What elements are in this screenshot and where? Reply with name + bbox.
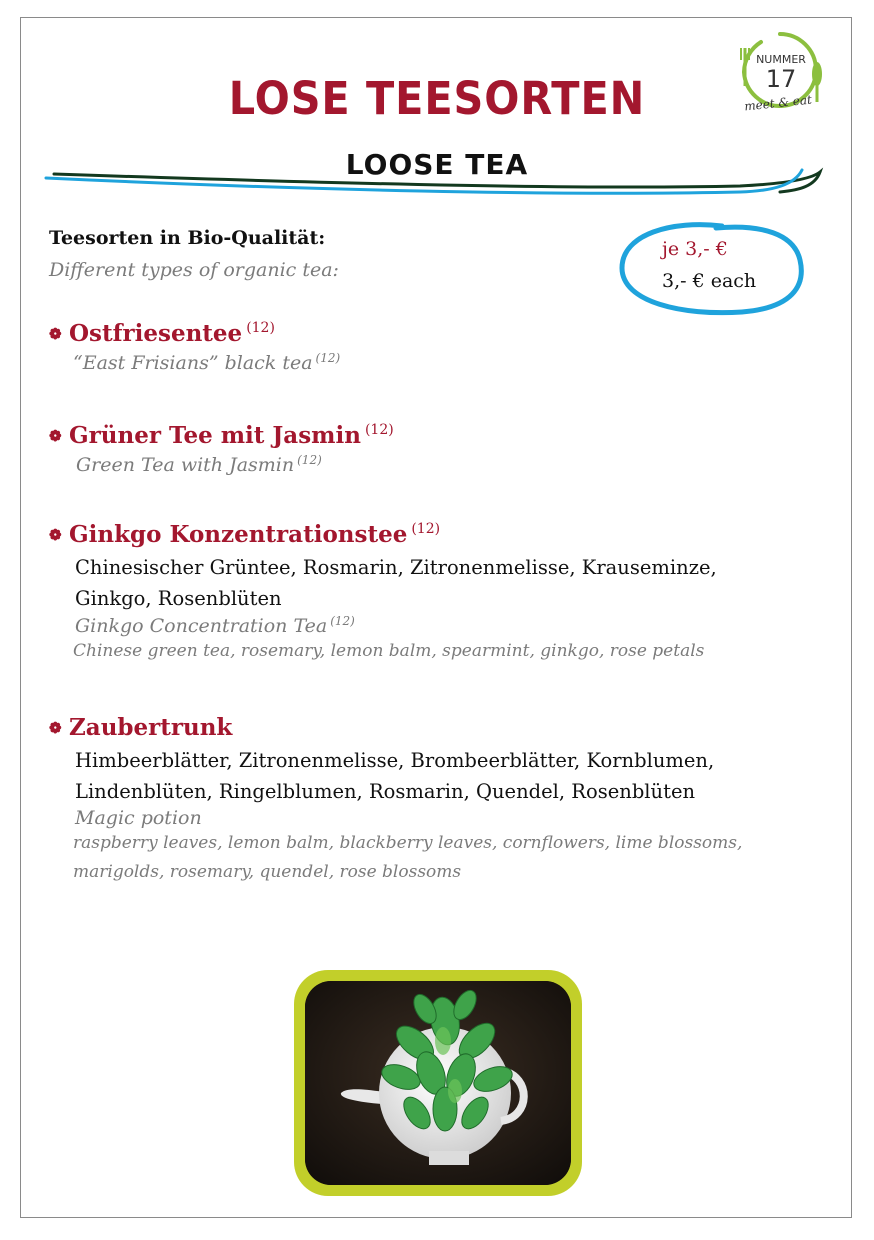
intro-heading: Teesorten in Bio-Qualität: bbox=[49, 227, 326, 249]
menu-item-name-en: “East Frisians” black tea bbox=[73, 352, 313, 374]
menu-item-ingredients-en: raspberry leaves, lemon balm, blackberry leaves, cornflowers, lime blossoms, marigolds, rosemary, quendel, rose blossoms bbox=[73, 833, 743, 882]
menu-item bbox=[49, 320, 340, 374]
menu-item-translation bbox=[76, 453, 394, 476]
allergen-note-en: (12) bbox=[330, 614, 355, 628]
menu-item-name-en: Magic potion bbox=[75, 807, 202, 829]
menu-item-name-en: Ginkgo Concentration Tea bbox=[75, 615, 328, 637]
menu-item bbox=[49, 422, 394, 476]
teapot-with-mint-image bbox=[305, 981, 571, 1185]
menu-item-name-en: Green Tea with Jasmin bbox=[76, 454, 295, 476]
flower-bullet-icon: ❁ bbox=[49, 719, 62, 737]
flower-bullet-icon: ❁ bbox=[49, 427, 62, 445]
menu-item-translation bbox=[73, 351, 340, 374]
logo-tagline: meet & eat bbox=[743, 92, 813, 114]
tea-photo bbox=[305, 981, 571, 1185]
menu-item-title bbox=[49, 521, 833, 548]
logo-text-number: 17 bbox=[765, 65, 797, 93]
menu-item bbox=[49, 521, 833, 666]
allergen-note: (12) bbox=[364, 422, 394, 438]
price-label-de: je 3,- € bbox=[662, 238, 728, 260]
tea-photo-frame bbox=[294, 970, 582, 1196]
page-subtitle: LOOSE TEA bbox=[345, 148, 529, 181]
menu-item-ingredients-en: Chinese green tea, rosemary, lemon balm, spearmint, ginkgo, rose petals bbox=[73, 641, 705, 661]
page-title: LOSE TEESORTEN bbox=[228, 72, 646, 125]
allergen-note: (12) bbox=[411, 521, 441, 537]
allergen-note-en: (12) bbox=[315, 351, 341, 365]
menu-item-name: Zaubertrunk bbox=[69, 714, 233, 741]
flower-bullet-icon: ❁ bbox=[49, 325, 62, 343]
menu-item-title bbox=[49, 714, 833, 741]
allergen-note: (12) bbox=[246, 320, 275, 336]
allergen-note-en: (12) bbox=[297, 453, 322, 467]
menu-item-ingredients: Chinesischer Grüntee, Rosmarin, Zitronenmelisse, Krauseminze, Ginkgo, Rosenblüten bbox=[75, 556, 717, 610]
intro-subheading: Different types of organic tea: bbox=[49, 259, 339, 281]
menu-item-name: Grüner Tee mit Jasmin bbox=[69, 422, 361, 449]
menu-item-translation bbox=[75, 807, 833, 829]
menu-item bbox=[49, 714, 833, 887]
flower-bullet-icon: ❁ bbox=[49, 526, 62, 544]
decorative-swoosh bbox=[40, 160, 830, 210]
menu-item-title bbox=[49, 320, 340, 347]
menu-item-translation bbox=[75, 614, 833, 637]
menu-item-name: Ginkgo Konzentrationstee bbox=[69, 521, 408, 548]
logo-text-nummer: NUMMER bbox=[756, 53, 806, 66]
menu-item-name: Ostfriesentee bbox=[69, 320, 243, 347]
menu-item-title bbox=[49, 422, 394, 449]
price-label-en: 3,- € each bbox=[662, 270, 757, 292]
menu-item-ingredients: Himbeerblätter, Zitronenmelisse, Brombeerblätter, Kornblumen, Lindenblüten, Ringelblumen, Rosmarin, Quendel, Rosenblüten bbox=[75, 749, 715, 803]
